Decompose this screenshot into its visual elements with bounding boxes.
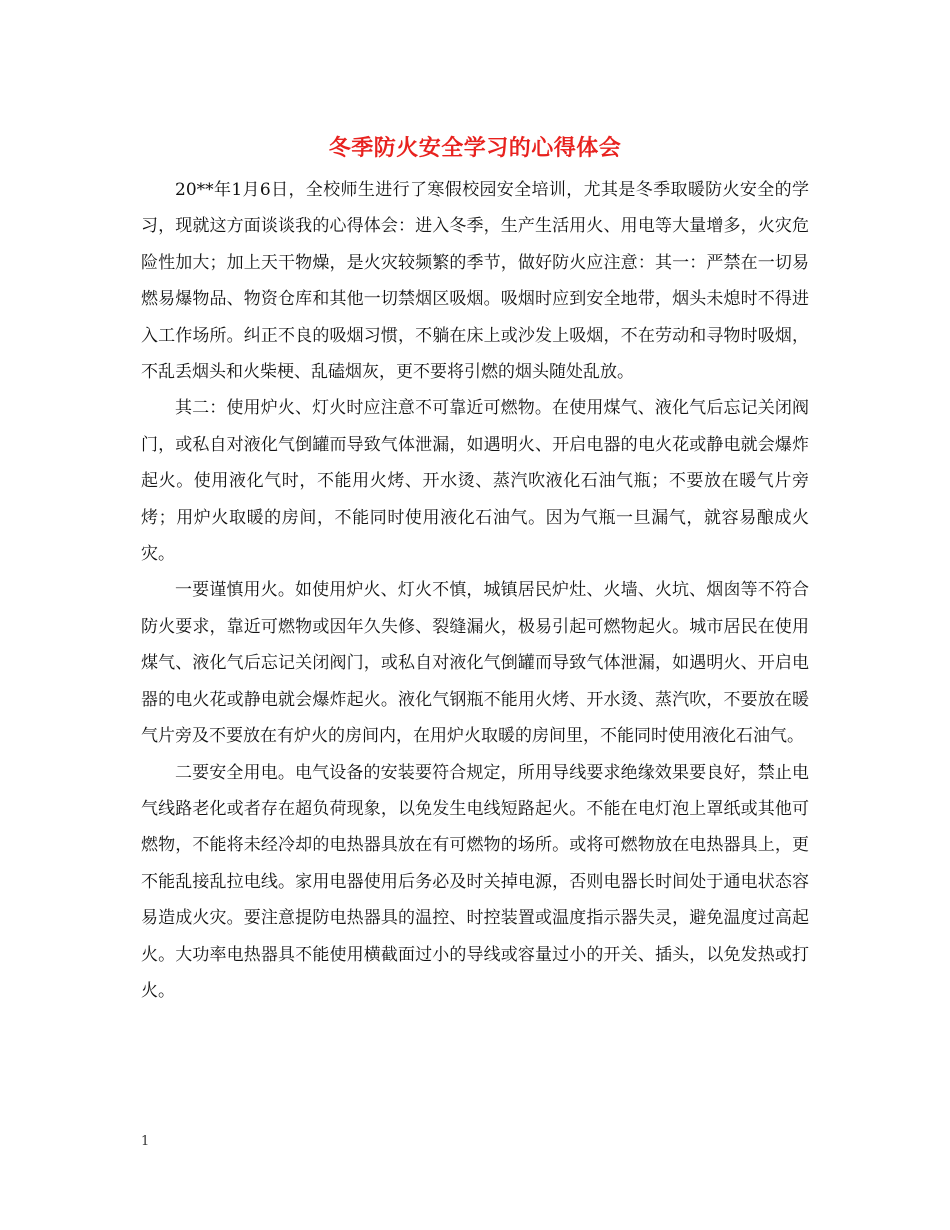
paragraph-1: 20**年1月6日，全校师生进行了寒假校园安全培训，尤其是冬季取暖防火安全的学习，现就这方面谈谈我的心得体会：进入冬季，生产生活用火、用电等大量增多，火灾危险性加大；加上天干物燥，是火灾较频繁的季节，做好防火应注意：其一：严禁在一切易燃易爆物品、物资仓库和其他一切禁烟区吸烟。吸烟时应到安全地带，烟头未熄时不得进入工作场所。纠正不良的吸烟习惯，不躺在床上或沙发上吸烟，不在劳动和寻物时吸烟，不乱丢烟头和火柴梗、乱磕烟灰，更不要将引燃的烟头随处乱放。 bbox=[141, 180, 809, 383]
paragraph-4: 二要安全用电。电气设备的安装要符合规定，所用导线要求绝缘效果要良好，禁止电气线路老化或者存在超负荷现象，以免发生电线短路起火。不能在电灯泡上罩纸或其他可燃物，不能将未经冷却的电热器具放在有可燃物的场所。或将可燃物放在电热器具上，更不能乱接乱拉电线。家用电器使用后务必及时关掉电源，否则电器长时间处于通电状态容易造成火灾。要注意提防电热器具的温控、时控装置或温度指示器失灵，避免温度过高起火。大功率电热器具不能使用横截面过小的导线或容量过小的开关、插头，以免发热或打火。 bbox=[141, 762, 809, 1001]
page-number: 1 bbox=[141, 1134, 150, 1149]
document-body bbox=[141, 172, 809, 1009]
paragraph-3: 一要谨慎用火。如使用炉火、灯火不慎，城镇居民炉灶、火墙、火坑、烟囱等不符合防火要求，靠近可燃物或因年久失修、裂缝漏火，极易引起可燃物起火。城市居民在使用煤气、液化气后忘记关闭阀门，或私自对液化气倒罐而导致气体泄漏，如遇明火、开启电器的电火花或静电就会爆炸起火。液化气钢瓶不能用火烤、开水烫、蒸汽吹，不要放在暖气片旁及不要放在有炉火的房间内，在用炉火取暖的房间里，不能同时使用液化石油气。 bbox=[141, 580, 809, 747]
document-title: 冬季防火安全学习的心得体会 bbox=[328, 135, 622, 161]
paragraph-2: 其二：使用炉火、灯火时应注意不可靠近可燃物。在使用煤气、液化气后忘记关闭阀门，或私自对液化气倒罐而导致气体泄漏，如遇明火、开启电器的电火花或静电就会爆炸起火。使用液化气时，不能用火烤、开水烫、蒸汽吹液化石油气瓶；不要放在暖气片旁烤；用炉火取暖的房间，不能同时使用液化石油气。因为气瓶一旦漏气，就容易酿成火灾。 bbox=[141, 398, 809, 565]
